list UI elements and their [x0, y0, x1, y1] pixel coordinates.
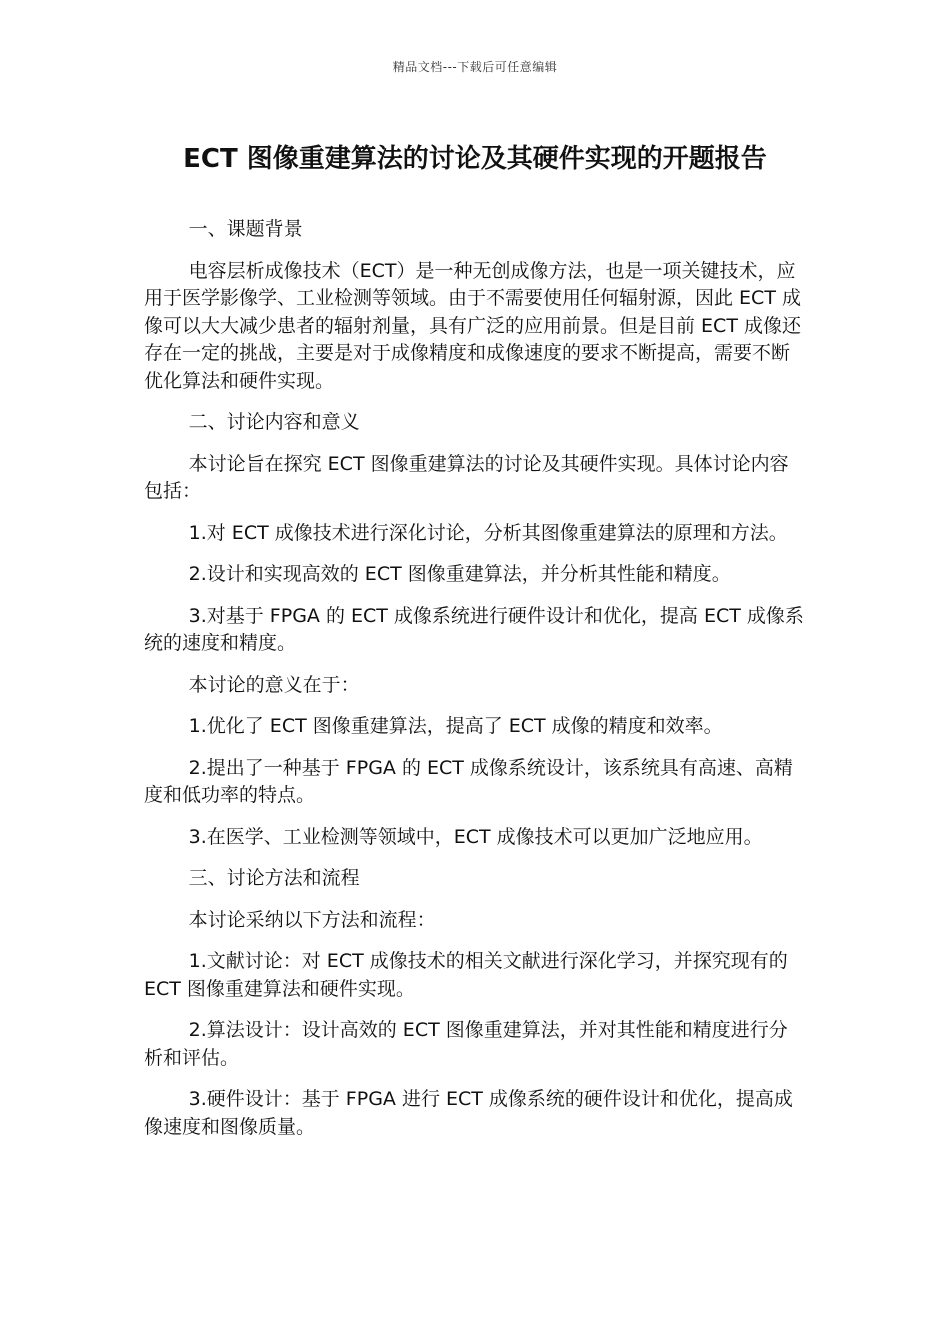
- list-item-method-2: 2.算法设计：设计高效的 ECT 图像重建算法，并对其性能和精度进行分析和评估。: [144, 1019, 788, 1069]
- paragraph-method-intro: 本讨论采纳以下方法和流程：: [188, 908, 436, 931]
- list-item-significance-3: 3.在医学、工业检测等领域中，ECT 成像技术可以更加广泛地应用。: [188, 825, 763, 848]
- list-item-content-3: 3.对基于 FPGA 的 ECT 成像系统进行硬件设计和优化，提高 ECT 成像系统的速度和精度。: [144, 604, 804, 654]
- list-item-content-2: 2.设计和实现高效的 ECT 图像重建算法，并分析其性能和精度。: [188, 563, 731, 585]
- section-heading-content: 二、讨论内容和意义: [188, 411, 360, 433]
- section-heading-background: 一、课题背景: [188, 218, 303, 240]
- list-item-significance-1: 1.优化了 ECT 图像重建算法，提高了 ECT 成像的精度和效率。: [188, 715, 723, 737]
- list-item-content-1: 1.对 ECT 成像技术进行深化讨论，分析其图像重建算法的原理和方法。: [188, 521, 788, 544]
- list-item-significance-2: 2.提出了一种基于 FPGA 的 ECT 成像系统设计，该系统具有高速、高精度和低功率的特点。: [144, 756, 793, 806]
- list-item-method-1: 1.文献讨论：对 ECT 成像技术的相关文献进行深化学习，并探究现有的 ECT 图像重建算法和硬件实现。: [144, 950, 788, 1000]
- document-title: ECT 图像重建算法的讨论及其硬件实现的开题报告: [183, 144, 767, 174]
- paragraph-background: 电容层析成像技术（ECT）是一种无创成像方法，也是一项关键技术，应用于医学影像学、工业检测等领域。由于不需要使用任何辐射源，因此 ECT 成像可以大大减少患者的辐射剂量，具有广泛的应用前景。但是目前 ECT 成像还存在一定的挑战，主要是对于成像精度和成像速度的要求不断提高，需要不断优化算法和硬件实现。: [144, 259, 801, 392]
- paragraph-content-intro: 本讨论旨在探究 ECT 图像重建算法的讨论及其硬件实现。具体讨论内容包括：: [144, 452, 789, 502]
- paragraph-significance-intro: 本讨论的意义在于：: [188, 673, 360, 696]
- list-item-method-3: 3.硬件设计：基于 FPGA 进行 ECT 成像系统的硬件设计和优化，提高成像速度和图像质量。: [144, 1088, 793, 1138]
- section-heading-method: 三、讨论方法和流程: [188, 867, 360, 889]
- document-body: [144, 216, 806, 1155]
- header-note: 精品文档---下载后可任意编辑: [392, 60, 558, 74]
